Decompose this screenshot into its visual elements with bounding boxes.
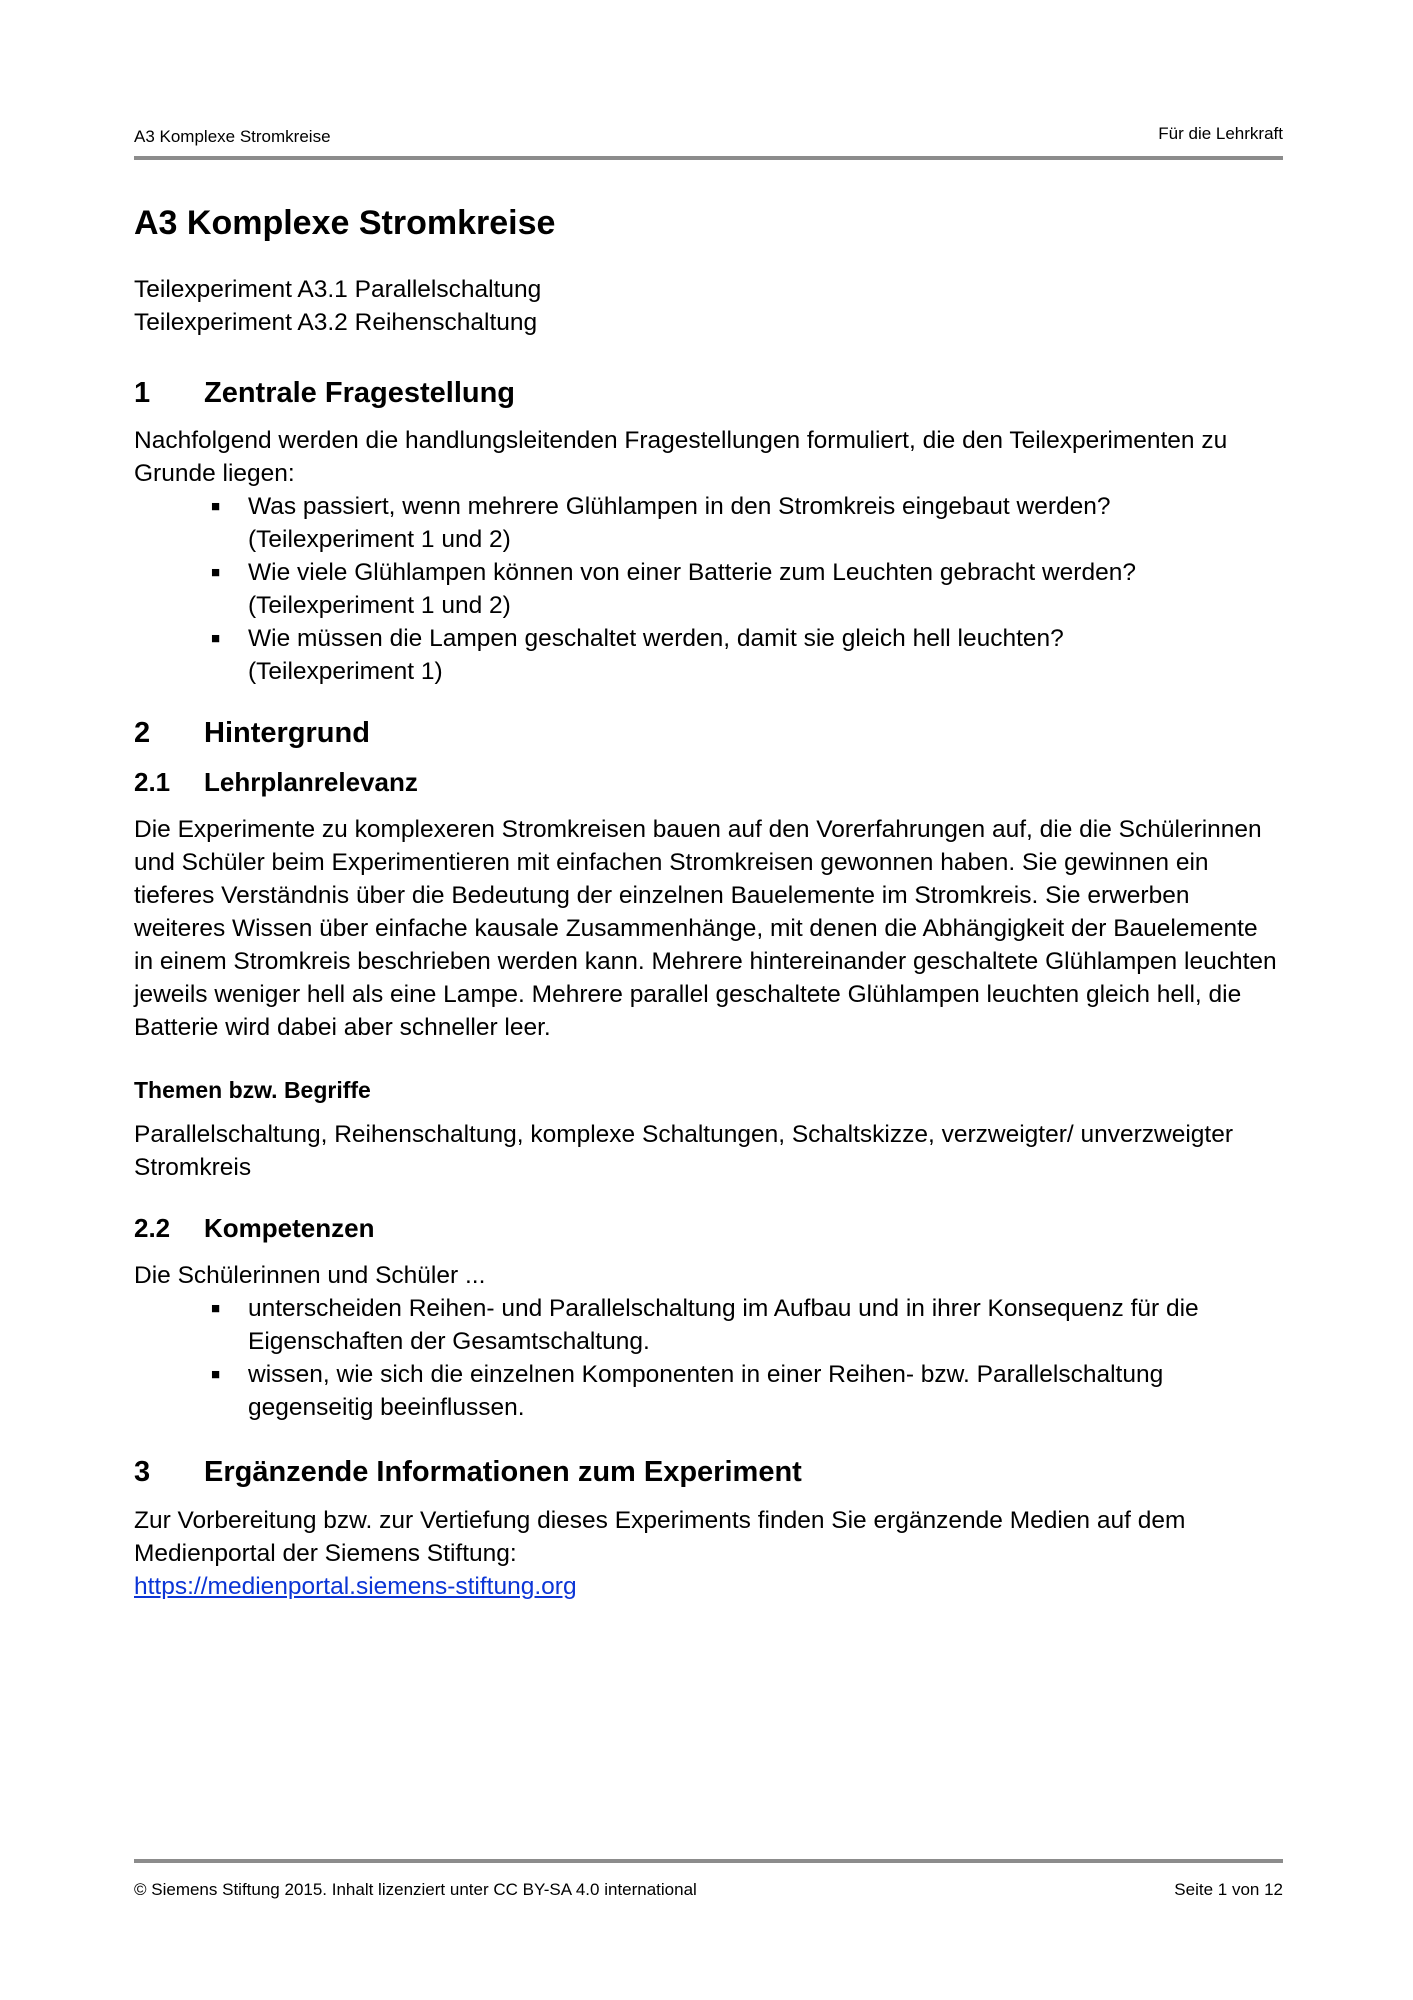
section-2-2-title: Kompetenzen xyxy=(204,1213,375,1243)
topics-block xyxy=(134,1075,1283,1184)
question-list xyxy=(134,490,1283,688)
competency-item xyxy=(134,1292,1283,1358)
question-text: Wie viele Glühlampen können von einer Batterie zum Leuchten gebracht werden? xyxy=(248,559,1136,586)
bullet-icon: ■ xyxy=(211,1366,221,1383)
bullet-icon: ■ xyxy=(211,498,221,515)
question-text: Was passiert, wenn mehrere Glühlampen in den Stromkreis eingebaut werden? xyxy=(248,493,1111,520)
question-note: (Teilexperiment 1 und 2) xyxy=(248,592,511,619)
section-1-intro: Nachfolgend werden die handlungsleitenden Fragestellungen formuliert, die den Teilexperimenten zu Grunde liegen: xyxy=(134,427,1228,487)
section-2-1-title: Lehrplanrelevanz xyxy=(204,767,418,797)
section-1-number: 1 xyxy=(134,377,151,409)
page-number: Seite 1 von 12 xyxy=(1174,1880,1283,1899)
section-2-heading xyxy=(134,715,1283,751)
competency-list xyxy=(134,1292,1283,1424)
running-header xyxy=(134,124,1283,158)
curriculum-relevance-text: Die Experimente zu komplexeren Stromkreisen bauen auf den Vorerfahrungen auf, die die Schülerinnen und Schüler beim Experimentieren mit einfachen Stromkreisen gewonnen haben. Sie gewinnen ein tieferes Verständnis über die Bedeutung der einzelnen Bauelemente im Stromkreis. Sie erwerben weiteres Wissen über einfache kausale Zusammenhänge, mit denen die Abhängigkeit der Bauelemente in einem Stromkreis beschrieben werden kann. Mehrere hintereinander geschaltete Glühlampen leuchten jeweils weniger hell als eine Lampe. Mehrere parallel geschaltete Glühlampen leuchten gleich hell, die Batterie wird dabei aber schneller leer. xyxy=(134,816,1277,1041)
media-portal-text: Zur Vorbereitung bzw. zur Vertiefung dieses Experiments finden Sie ergänzende Medien auf dem Medienportal der Siemens Stiftung: xyxy=(134,1507,1186,1567)
section-1-heading xyxy=(134,375,1283,411)
section-3-body xyxy=(134,1504,1283,1603)
subexperiment-1: Teilexperiment A3.1 Parallelschaltung xyxy=(134,276,542,303)
section-1-body xyxy=(134,424,1283,688)
section-3-number: 3 xyxy=(134,1456,151,1488)
question-item xyxy=(134,622,1283,688)
question-note: (Teilexperiment 1 und 2) xyxy=(248,526,511,553)
section-1-title: Zentrale Fragestellung xyxy=(204,377,516,409)
subexperiment-list xyxy=(134,273,1283,339)
section-2-2-heading xyxy=(134,1211,1283,1245)
header-doc-title: A3 Komplexe Stromkreise xyxy=(134,127,331,146)
header-rule xyxy=(134,156,1283,160)
page-footer xyxy=(134,1880,1283,1906)
competency-text: wissen, wie sich die einzelnen Komponenten in einer Reihen- bzw. Parallelschaltung gegenseitig beeinflussen. xyxy=(248,1361,1164,1421)
section-3-heading xyxy=(134,1454,1283,1490)
topics-text: Parallelschaltung, Reihenschaltung, komplexe Schaltungen, Schaltskizze, verzweigter/ unverzweigter Stromkreis xyxy=(134,1121,1233,1181)
section-2-1-number: 2.1 xyxy=(134,767,171,797)
competency-item xyxy=(134,1358,1283,1424)
bullet-icon: ■ xyxy=(211,1300,221,1317)
question-text: Wie müssen die Lampen geschaltet werden, damit sie gleich hell leuchten? xyxy=(248,625,1064,652)
section-3-title: Ergänzende Informationen zum Experiment xyxy=(204,1456,802,1488)
section-2-1-heading xyxy=(134,765,1283,799)
section-2-number: 2 xyxy=(134,717,151,749)
media-portal-link[interactable]: https://medienportal.siemens-stiftung.org xyxy=(134,1573,577,1600)
header-audience: Für die Lehrkraft xyxy=(1158,124,1283,143)
subexperiment-2: Teilexperiment A3.2 Reihenschaltung xyxy=(134,309,538,336)
question-item xyxy=(134,556,1283,622)
section-2-2-body xyxy=(134,1259,1283,1424)
main-content xyxy=(134,200,1283,1603)
competencies-intro: Die Schülerinnen und Schüler ... xyxy=(134,1262,486,1289)
section-2-title: Hintergrund xyxy=(204,717,370,749)
competency-text: unterscheiden Reihen- und Parallelschaltung im Aufbau und in ihrer Konsequenz für die Eigenschaften der Gesamtschaltung. xyxy=(248,1295,1199,1355)
bullet-icon: ■ xyxy=(211,630,221,647)
topics-label: Themen bzw. Begriffe xyxy=(134,1077,371,1103)
bullet-icon: ■ xyxy=(211,564,221,581)
section-2-2-number: 2.2 xyxy=(134,1213,171,1243)
question-item xyxy=(134,490,1283,556)
footer-rule xyxy=(134,1859,1283,1863)
license-notice: © Siemens Stiftung 2015. Inhalt lizenziert unter CC BY-SA 4.0 international xyxy=(134,1880,697,1899)
page-title: A3 Komplexe Stromkreise xyxy=(134,204,556,242)
question-note: (Teilexperiment 1) xyxy=(248,658,443,685)
